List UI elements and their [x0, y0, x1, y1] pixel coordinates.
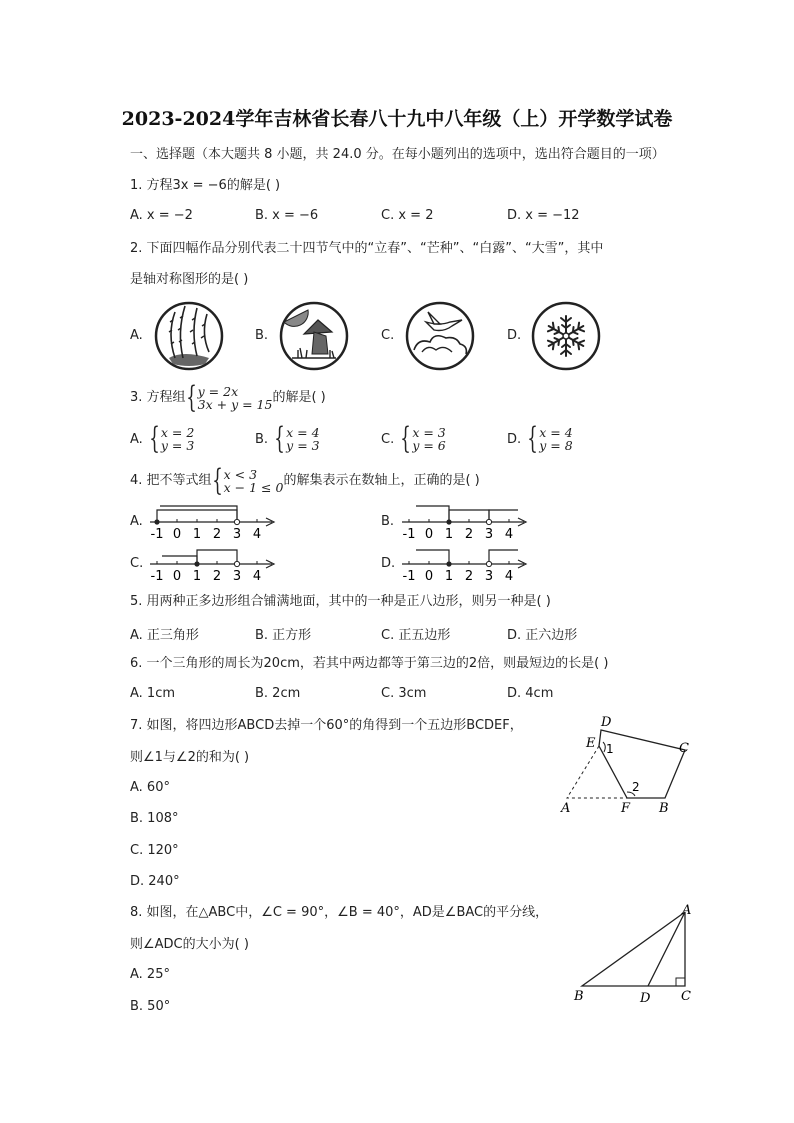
daxue-snowflake-image[interactable] [530, 300, 602, 372]
q3-a-row1: x = 2 [160, 425, 195, 440]
q2-option-d-label[interactable]: D. [507, 328, 522, 343]
q4-option-a-label[interactable]: A. [130, 514, 143, 529]
q5-option-b[interactable]: B. 正方形 [255, 628, 312, 643]
q4-option-b-label[interactable]: B. [381, 514, 395, 529]
q5-option-a[interactable]: A. 正三角形 [130, 628, 199, 643]
tick-label: 0 [172, 527, 182, 542]
question-5-stem: 5. 用两种正多边形组合铺满地面，其中的一种是正八边形，则另一种是( ) [130, 594, 551, 609]
number-line-a[interactable] [148, 502, 278, 542]
label-d: D [640, 991, 651, 1006]
q3-prefix: 3. 方程组 [130, 390, 186, 405]
question-8-stem-line1: 8. 如图，在△ABC中，∠C = 90°，∠B = 40°，AD是∠BAC的平分线， [130, 905, 549, 920]
q1-option-c[interactable]: C. x = 2 [381, 208, 434, 223]
q4-option-d-label[interactable]: D. [381, 556, 396, 571]
q3-c-row1: x = 3 [412, 425, 446, 440]
label-angle-2: 2 [632, 780, 640, 794]
tick-label: 1 [444, 569, 454, 584]
q4-option-c-label[interactable]: C. [130, 556, 144, 571]
q4-ineq2: x − 1 ≤ 0 [223, 480, 284, 495]
q4-prefix: 4. 把不等式组 [130, 473, 212, 488]
q3-eq2: 3x + y = 15 [197, 397, 273, 412]
q6-option-c[interactable]: C. 3cm [381, 686, 427, 701]
lichun-willow-image[interactable] [153, 300, 225, 372]
label-e: E [586, 736, 596, 751]
q3-option-c[interactable]: C. { x = 3 y = 6 [381, 421, 446, 456]
q1-option-b[interactable]: B. x = −6 [255, 208, 319, 223]
label-a: A [682, 903, 692, 918]
question-2-stem-line1: 2. 下面四幅作品分别代表二十四节气中的“立春”、“芒种”、“白露”、“大雪”，其中 [130, 241, 604, 256]
tick-label: 2 [212, 527, 222, 542]
tick-label: 4 [252, 569, 262, 584]
tick-label: 3 [484, 569, 494, 584]
q7-option-a[interactable]: A. 60° [130, 780, 170, 795]
q8-triangle-figure [568, 900, 703, 1008]
question-6-stem: 6. 一个三角形的周长为20cm，若其中两边都等于第三边的2倍，则最短边的长是( ) [130, 656, 609, 671]
question-8-stem-line2: 则∠ADC的大小为( ) [130, 937, 249, 952]
tick-label: 1 [192, 527, 202, 542]
label-angle-1: 1 [606, 742, 614, 756]
label-b: B [659, 801, 669, 816]
brace-glyph: { [185, 380, 197, 415]
tick-label: -1 [402, 569, 416, 584]
label-f: F [621, 801, 631, 816]
q7-option-d[interactable]: D. 240° [130, 874, 180, 889]
label-c: C [679, 741, 689, 756]
q3-d-row1: x = 4 [539, 425, 573, 440]
q3-d-row2: y = 8 [539, 438, 573, 453]
q3-option-b-label: B. [255, 431, 269, 447]
tick-label: 2 [464, 569, 474, 584]
q3-option-d[interactable]: D. { x = 4 y = 8 [507, 421, 573, 456]
q7-option-c[interactable]: C. 120° [130, 843, 179, 858]
tick-label: 3 [484, 527, 494, 542]
bailu-bird-image[interactable] [404, 300, 476, 372]
tick-label: 4 [504, 569, 514, 584]
page-title: 2023-2024学年吉林省长春八十九中八年级（上）开学数学试卷 [121, 108, 673, 130]
tick-label: 0 [424, 569, 434, 584]
tick-label: 0 [172, 569, 182, 584]
q3-option-a-label: A. [130, 431, 143, 447]
question-1-stem: 1. 方程3x = −6的解是( ) [130, 178, 281, 193]
question-4-stem [130, 463, 480, 498]
tick-label: 4 [504, 527, 514, 542]
q3-option-d-label: D. [507, 431, 522, 447]
tick-label: 1 [444, 527, 454, 542]
tick-label: 3 [232, 527, 242, 542]
q3-b-row1: x = 4 [286, 425, 320, 440]
q2-option-a-label[interactable]: A. [130, 328, 143, 343]
tick-label: 1 [192, 569, 202, 584]
tick-label: -1 [150, 527, 164, 542]
section-header: 一、选择题（本大题共 8 小题，共 24.0 分。在每小题列出的选项中，选出符合题目的一项） [130, 147, 665, 162]
mangzhong-farmer-image[interactable] [278, 300, 350, 372]
q3-option-b[interactable]: B. { x = 4 y = 3 [255, 421, 320, 456]
q8-option-b[interactable]: B. 50° [130, 999, 171, 1014]
q3-equation-system [185, 380, 273, 415]
q6-option-d[interactable]: D. 4cm [507, 686, 554, 701]
question-2-stem-line2: 是轴对称图形的是( ) [130, 272, 249, 287]
q4-inequality-system: { x < 3 x − 1 ≤ 0 [211, 463, 284, 498]
q4-ineq1: x < 3 [223, 467, 258, 482]
question-7-stem-line1: 7. 如图，将四边形ABCD去掉一个60°的角得到一个五边形BCDEF， [130, 718, 523, 733]
q5-option-c[interactable]: C. 正五边形 [381, 628, 451, 643]
tick-label: 2 [212, 569, 222, 584]
question-7-stem-line2: 则∠1与∠2的和为( ) [130, 750, 250, 765]
q4-suffix: 的解集表示在数轴上，正确的是( ) [283, 473, 480, 488]
q8-option-a[interactable]: A. 25° [130, 967, 170, 982]
label-c: C [681, 989, 691, 1004]
tick-label: 4 [252, 527, 262, 542]
q3-c-row2: y = 6 [412, 438, 446, 453]
number-line-d[interactable] [400, 544, 530, 584]
q2-option-b-label[interactable]: B. [255, 328, 269, 343]
q6-option-b[interactable]: B. 2cm [255, 686, 301, 701]
tick-label: 2 [464, 527, 474, 542]
question-3-stem [130, 380, 326, 415]
q3-option-a[interactable]: A. { x = 2 y = 3 [130, 421, 195, 456]
q3-option-c-label: C. [381, 431, 395, 447]
tick-label: 0 [424, 527, 434, 542]
tick-label: -1 [402, 527, 416, 542]
q3-eq1: y = 2x [197, 384, 239, 399]
q5-option-d[interactable]: D. 正六边形 [507, 628, 578, 643]
label-a: A [561, 801, 571, 816]
q6-option-a[interactable]: A. 1cm [130, 686, 176, 701]
number-line-c[interactable] [148, 544, 278, 584]
q7-pentagon-figure [555, 712, 705, 820]
q3-suffix: 的解是( ) [272, 390, 326, 405]
q7-option-b[interactable]: B. 108° [130, 811, 179, 826]
q1-option-a[interactable]: A. x = −2 [130, 208, 193, 223]
tick-label: -1 [150, 569, 164, 584]
tick-label: 3 [232, 569, 242, 584]
q3-a-row2: y = 3 [160, 438, 195, 453]
q1-option-d[interactable]: D. x = −12 [507, 208, 580, 223]
q3-b-row2: y = 3 [286, 438, 320, 453]
q2-option-c-label[interactable]: C. [381, 328, 395, 343]
label-d: D [601, 715, 612, 730]
number-line-b[interactable] [400, 502, 530, 542]
label-b: B [574, 989, 584, 1004]
